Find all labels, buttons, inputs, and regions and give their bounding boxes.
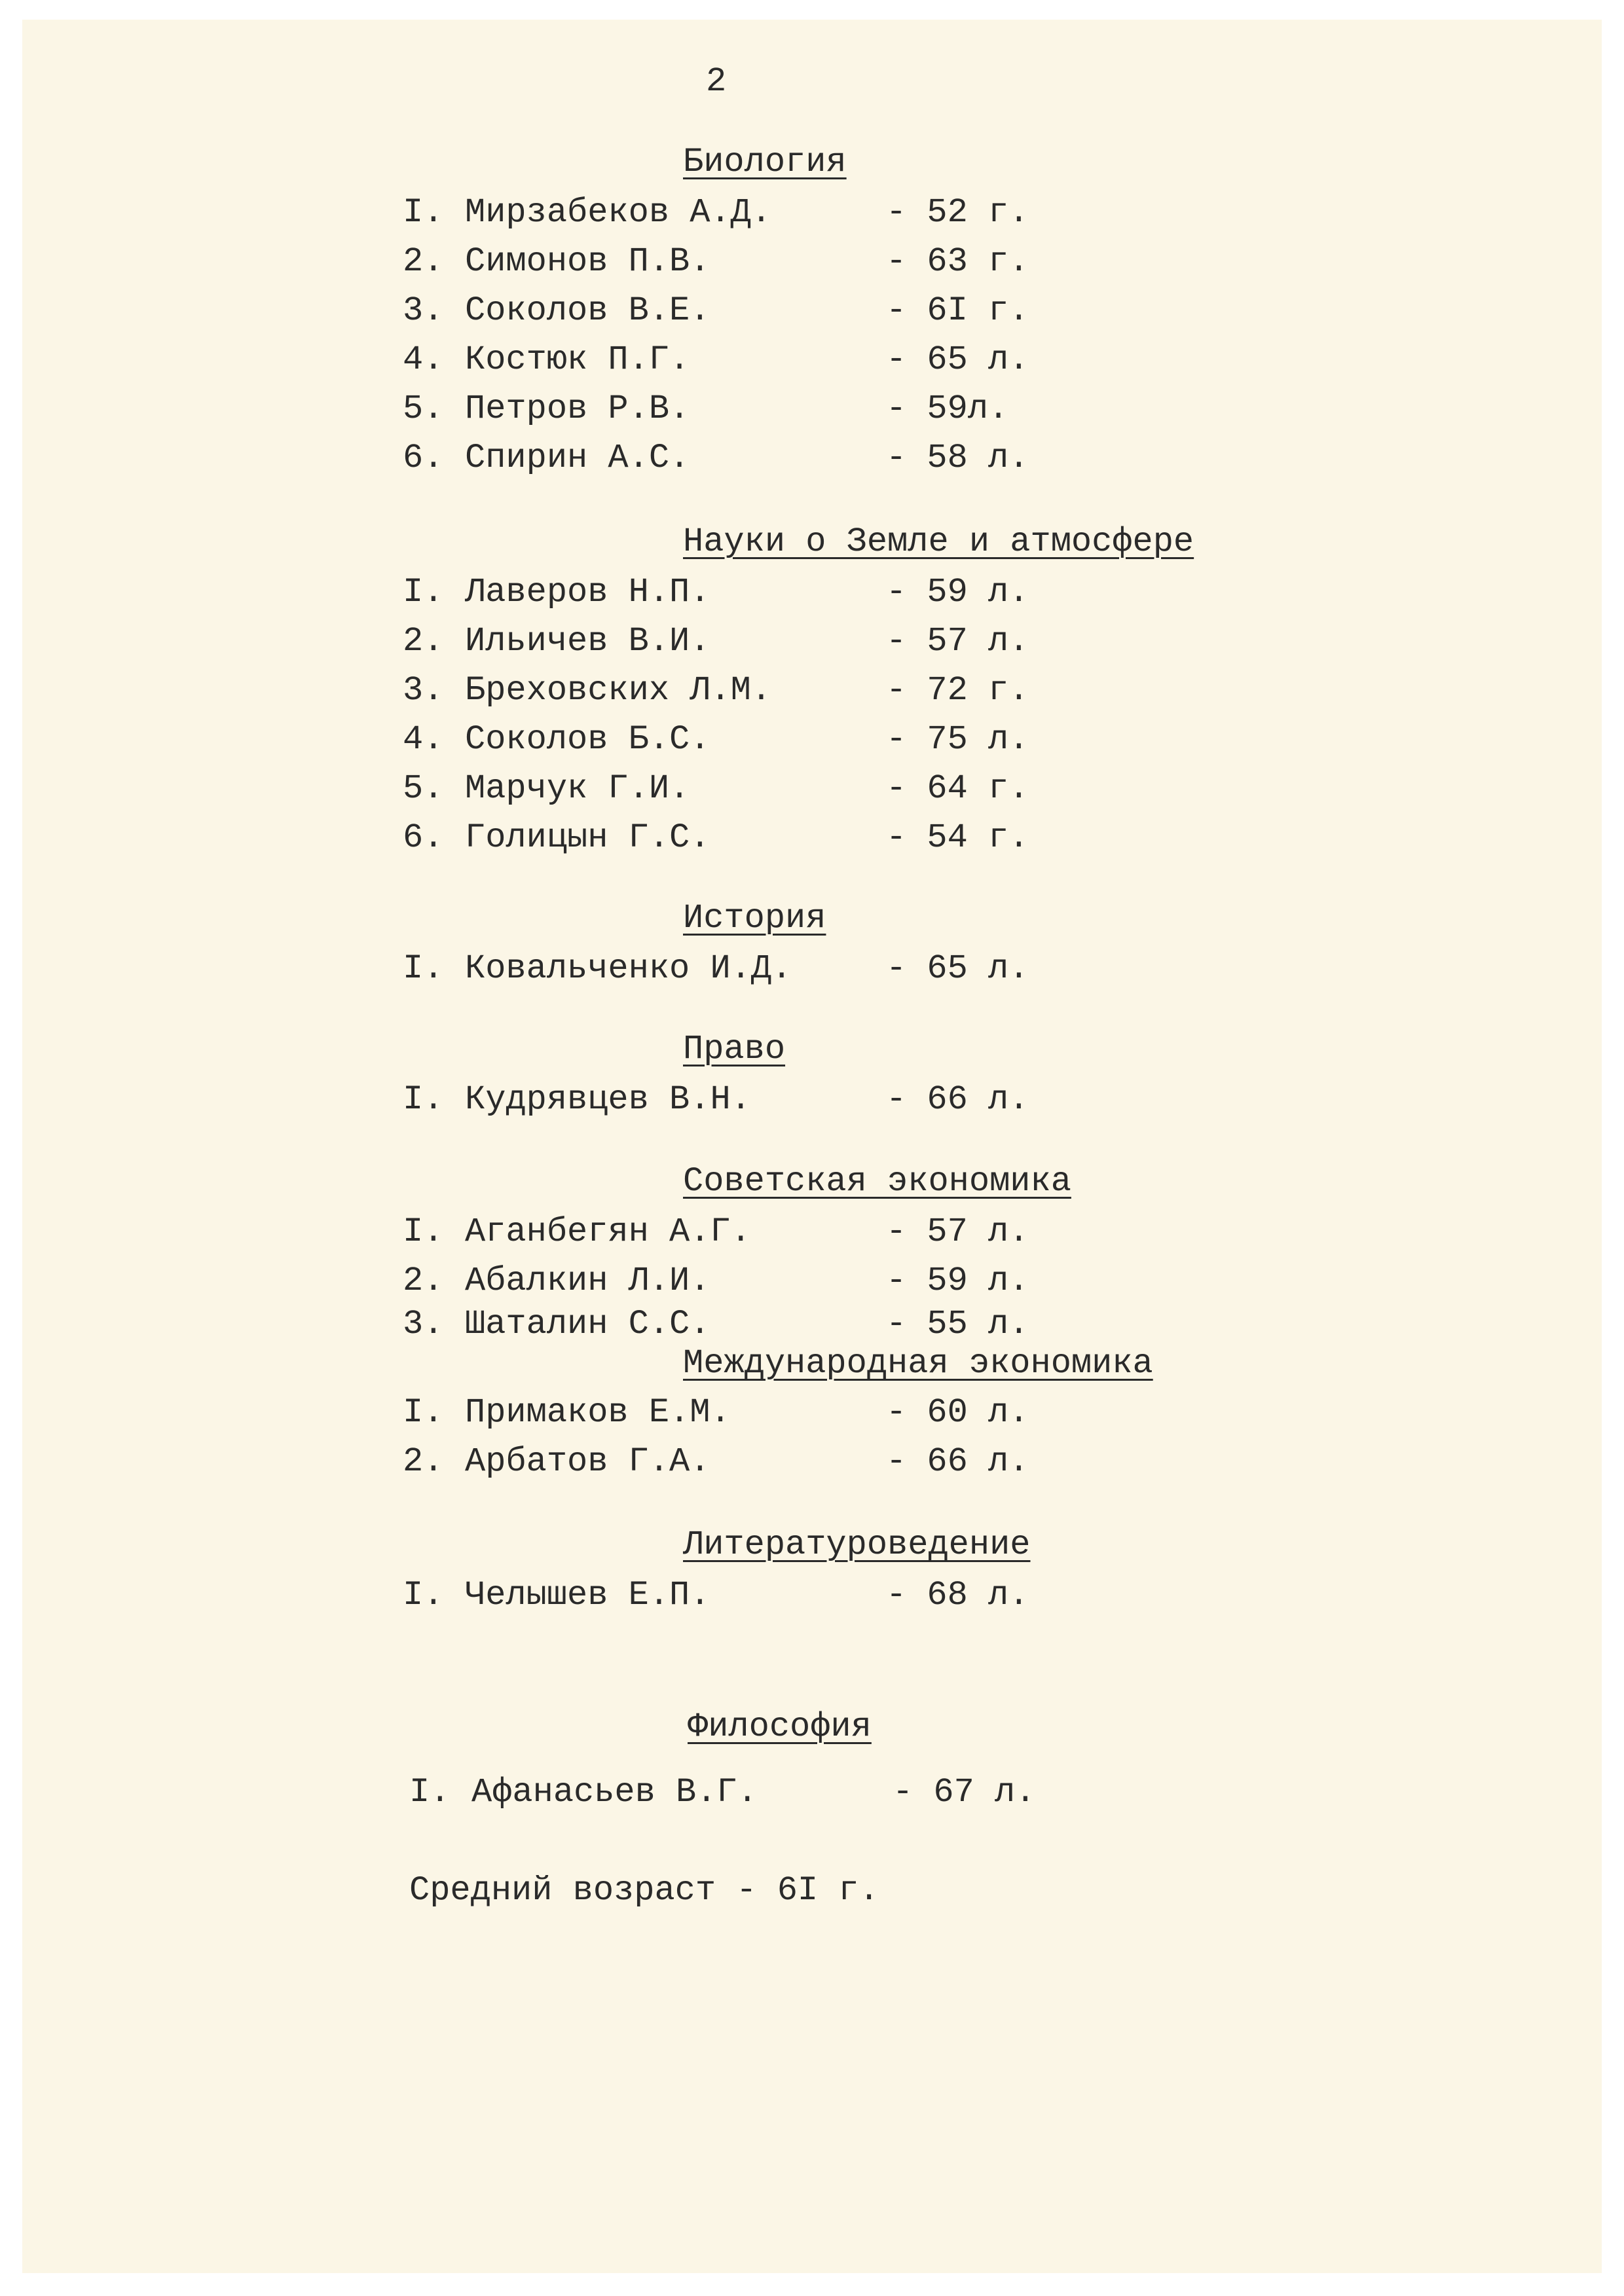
item-name: Лаверов Н.П. — [465, 573, 710, 611]
item-name: Афанасьев В.Г. — [471, 1773, 758, 1812]
item-number: I. — [403, 1576, 444, 1614]
item-name: Костюк П.Г. — [465, 340, 690, 379]
item-number: 2. — [403, 242, 444, 281]
average-age-summary: Средний возраст - 6I г. — [409, 1871, 879, 1910]
item-name: Соколов В.Е. — [465, 291, 710, 330]
item-age: - 57 л. — [886, 1212, 1029, 1251]
item-age: - 54 г. — [886, 818, 1029, 857]
section-heading: Право — [683, 1030, 786, 1068]
item-number: 6. — [403, 818, 444, 857]
page-number: 2 — [706, 62, 727, 101]
item-name: Ильичев В.И. — [465, 622, 710, 661]
item-age: - 64 г. — [886, 769, 1029, 808]
item-number: I. — [403, 1393, 444, 1432]
item-age: - 72 г. — [886, 671, 1029, 710]
item-number: I. — [409, 1773, 451, 1812]
item-number: 4. — [403, 340, 444, 379]
item-number: 2. — [403, 1442, 444, 1481]
section-heading: Литературоведение — [683, 1525, 1031, 1564]
item-name: Челышев Е.П. — [465, 1576, 710, 1614]
item-age: - 68 л. — [886, 1576, 1029, 1614]
section-heading: Науки о Земле и атмосфере — [683, 522, 1194, 561]
item-name: Марчук Г.И. — [465, 769, 690, 808]
item-name: Голицын Г.С. — [465, 818, 710, 857]
item-age: - 6I г. — [886, 291, 1029, 330]
item-name: Кудрявцев В.Н. — [465, 1080, 751, 1119]
item-age: - 67 л. — [893, 1773, 1036, 1812]
item-age: - 66 л. — [886, 1442, 1029, 1481]
item-name: Шаталин С.С. — [465, 1305, 710, 1343]
item-number: 5. — [403, 390, 444, 428]
item-age: - 59 л. — [886, 1262, 1029, 1300]
section-heading: Философия — [688, 1707, 872, 1746]
item-age: - 59л. — [886, 390, 1009, 428]
item-name: Мирзабеков А.Д. — [465, 193, 772, 232]
item-number: 5. — [403, 769, 444, 808]
item-number: I. — [403, 949, 444, 988]
item-number: 3. — [403, 1305, 444, 1343]
item-age: - 58 л. — [886, 439, 1029, 477]
item-number: 2. — [403, 1262, 444, 1300]
section-heading: Международная экономика — [683, 1344, 1153, 1383]
section-heading: Советская экономика — [683, 1162, 1071, 1201]
item-name: Примаков Е.М. — [465, 1393, 731, 1432]
item-number: I. — [403, 573, 444, 611]
item-name: Симонов П.В. — [465, 242, 710, 281]
item-name: Абалкин Л.И. — [465, 1262, 710, 1300]
item-number: 3. — [403, 671, 444, 710]
item-age: - 59 л. — [886, 573, 1029, 611]
item-age: - 60 л. — [886, 1393, 1029, 1432]
item-age: - 65 л. — [886, 340, 1029, 379]
item-number: 4. — [403, 720, 444, 759]
item-number: I. — [403, 1212, 444, 1251]
item-number: I. — [403, 1080, 444, 1119]
item-name: Аганбегян А.Г. — [465, 1212, 751, 1251]
item-age: - 57 л. — [886, 622, 1029, 661]
item-name: Соколов Б.С. — [465, 720, 710, 759]
item-name: Петров Р.В. — [465, 390, 690, 428]
section-heading: Биология — [683, 143, 847, 181]
item-number: 3. — [403, 291, 444, 330]
item-name: Ковальченко И.Д. — [465, 949, 792, 988]
item-number: 2. — [403, 622, 444, 661]
item-age: - 52 г. — [886, 193, 1029, 232]
item-name: Спирин А.С. — [465, 439, 690, 477]
item-age: - 55 л. — [886, 1305, 1029, 1343]
item-name: Арбатов Г.А. — [465, 1442, 710, 1481]
item-name: Бреховских Л.М. — [465, 671, 772, 710]
item-age: - 75 л. — [886, 720, 1029, 759]
item-age: - 66 л. — [886, 1080, 1029, 1119]
item-number: 6. — [403, 439, 444, 477]
item-age: - 63 г. — [886, 242, 1029, 281]
section-heading: История — [683, 899, 826, 938]
item-number: I. — [403, 193, 444, 232]
item-age: - 65 л. — [886, 949, 1029, 988]
